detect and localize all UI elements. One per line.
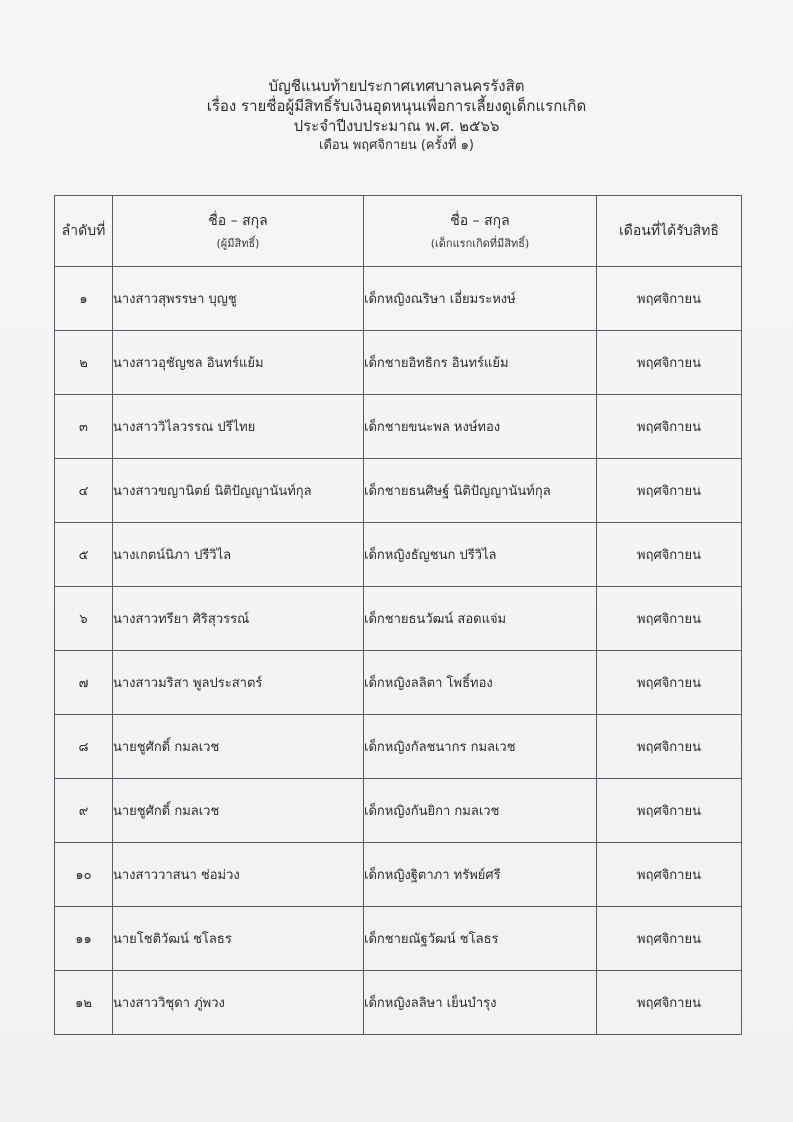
eligible-month: พฤศจิกายน	[597, 331, 742, 395]
table-row	[55, 587, 742, 651]
recipient-name: นางสาวมริสา พูลประสาตร์	[113, 651, 364, 715]
header-line-1: บัญชีแนบท้ายประกาศเทศบาลนครรังสิต	[268, 77, 525, 95]
row-number: ๑๐	[55, 843, 113, 907]
row-number: ๘	[55, 715, 113, 779]
column-header-order: ลำดับที่	[55, 196, 113, 267]
child-name: เด็กชายธนศิษฐ์ นิติปัญญานันท์กุล	[364, 459, 597, 523]
eligible-month: พฤศจิกายน	[597, 459, 742, 523]
table-header-row	[55, 196, 742, 267]
header-line-3: ประจำปีงบประมาณ พ.ศ. ๒๕๖๖	[293, 117, 500, 135]
row-number: ๖	[55, 587, 113, 651]
recipient-name: นางเกตน์นิภา ปรีวิไล	[113, 523, 364, 587]
recipient-name: นายชูศักดิ์ กมลเวช	[113, 715, 364, 779]
child-name: เด็กชายธนวัฒน์ สอดแจ่ม	[364, 587, 597, 651]
table-row	[55, 395, 742, 459]
eligible-month: พฤศจิกายน	[597, 651, 742, 715]
document-header	[0, 76, 793, 156]
row-number: ๗	[55, 651, 113, 715]
eligible-month: พฤศจิกายน	[597, 779, 742, 843]
row-number: ๓	[55, 395, 113, 459]
child-name: เด็กหญิงธัญชนก ปรีวิไล	[364, 523, 597, 587]
column-header-name: ชื่อ – สกุล (ผู้มีสิทธิ์)	[113, 196, 364, 267]
recipient-name: นางสาววาสนา ช่อม่วง	[113, 843, 364, 907]
child-name: เด็กชายอิทธิกร อินทร์แย้ม	[364, 331, 597, 395]
table-row	[55, 843, 742, 907]
row-number: ๑๒	[55, 971, 113, 1035]
eligible-month: พฤศจิกายน	[597, 395, 742, 459]
eligible-month: พฤศจิกายน	[597, 907, 742, 971]
header-line-2: เรื่อง รายชื่อผู้มีสิทธิ์รับเงินอุดหนุนเพื่อการเลี้ยงดูเด็กแรกเกิด	[206, 97, 587, 115]
recipient-name: นางสาวทรียา ศิริสุวรรณ์	[113, 587, 364, 651]
child-name: เด็กชายขนะพล หงษ์ทอง	[364, 395, 597, 459]
column-header-month: เดือนที่ได้รับสิทธิ	[597, 196, 742, 267]
child-name: เด็กหญิงกันยิกา กมลเวช	[364, 779, 597, 843]
child-name: เด็กหญิงกัลชนากร กมลเวช	[364, 715, 597, 779]
row-number: ๑๑	[55, 907, 113, 971]
recipient-name: นางสาววิชุดา ภู่พวง	[113, 971, 364, 1035]
child-name: เด็กหญิงลลิษา เย็นบำรุง	[364, 971, 597, 1035]
eligible-list-table	[54, 195, 742, 1035]
table-row	[55, 651, 742, 715]
eligible-month: พฤศจิกายน	[597, 843, 742, 907]
table-row	[55, 459, 742, 523]
table-row	[55, 267, 742, 331]
table-row	[55, 971, 742, 1035]
header-line-4: เดือน พฤศจิกายน (ครั้งที่ ๑)	[319, 138, 474, 153]
recipient-name: นางสาวสุพรรษา บุญชู	[113, 267, 364, 331]
recipient-name: นายชูศักดิ์ กมลเวช	[113, 779, 364, 843]
table-row	[55, 331, 742, 395]
recipient-name: นางสาวอุชัญชล อินทร์แย้ม	[113, 331, 364, 395]
eligible-month: พฤศจิกายน	[597, 267, 742, 331]
column-header-child-sub: (เด็กแรกเกิดที่มีสิทธิ์)	[430, 237, 530, 250]
eligible-month: พฤศจิกายน	[597, 715, 742, 779]
column-header-child: ชื่อ – สกุล (เด็กแรกเกิดที่มีสิทธิ์)	[364, 196, 597, 267]
row-number: ๕	[55, 523, 113, 587]
table-row	[55, 523, 742, 587]
table-row	[55, 715, 742, 779]
child-name: เด็กชายณัฐวัฒน์ ชโลธร	[364, 907, 597, 971]
row-number: ๒	[55, 331, 113, 395]
table-row	[55, 779, 742, 843]
recipient-name: นางสาวขญานิตย์ นิติปัญญานันท์กุล	[113, 459, 364, 523]
eligible-month: พฤศจิกายน	[597, 587, 742, 651]
child-name: เด็กหญิงฐิตาภา ทรัพย์ศรี	[364, 843, 597, 907]
row-number: ๙	[55, 779, 113, 843]
child-name: เด็กหญิงลลิตา โพธิ์ทอง	[364, 651, 597, 715]
eligible-month: พฤศจิกายน	[597, 523, 742, 587]
table-row	[55, 907, 742, 971]
eligible-month: พฤศจิกายน	[597, 971, 742, 1035]
child-name: เด็กหญิงณริษา เอี่ยมระหงษ์	[364, 267, 597, 331]
recipient-name: นายโชติวัฒน์ ชโลธร	[113, 907, 364, 971]
recipient-name: นางสาววิไลวรรณ ปรีไทย	[113, 395, 364, 459]
row-number: ๔	[55, 459, 113, 523]
column-header-name-sub: (ผู้มีสิทธิ์)	[216, 237, 260, 250]
row-number: ๑	[55, 267, 113, 331]
